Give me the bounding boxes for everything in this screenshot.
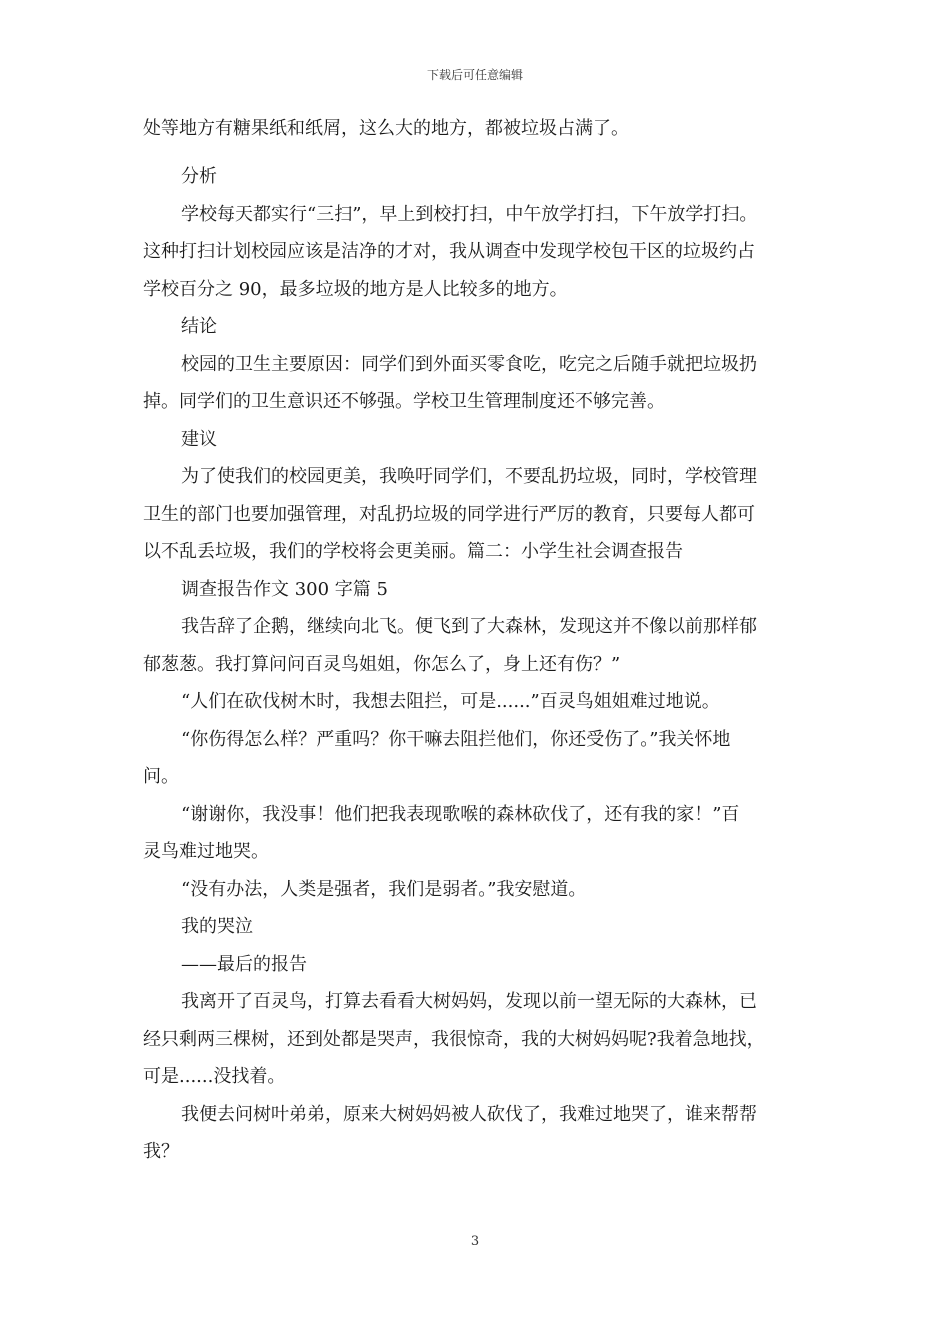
section-heading-conclusion: 结论 [181,316,217,337]
article-title: 调查报告作文 300 字篇 5 [181,579,388,600]
text-line: 我？ [143,1141,179,1162]
text-line: 我便去问树叶弟弟，原来大树妈妈被人砍伐了，我难过地哭了，谁来帮帮 [181,1104,757,1125]
text-line: 经只剩两三棵树，还到处都是哭声，我很惊奇，我的大树妈妈呢?我着急地找， [143,1029,765,1050]
text-line: “你伤得怎么样？严重吗？你干嘛去阻拦他们，你还受伤了。”我关怀地 [181,729,731,750]
text-line: 掉。同学们的卫生意识还不够强。学校卫生管理制度还不够完善。 [143,391,665,412]
text-line: 以不乱丢垃圾，我们的学校将会更美丽。篇二：小学生社会调查报告 [143,541,683,562]
text-line: 校园的卫生主要原因：同学们到外面买零食吃，吃完之后随手就把垃圾扔 [181,354,757,375]
section-heading-suggestion: 建议 [181,429,217,450]
text-line: 学校每天都实行“三扫”，早上到校打扫，中午放学打扫，下午放学打扫。 [181,204,758,225]
section-heading-analysis: 分析 [181,166,217,187]
text-line: “没有办法，人类是强者，我们是弱者。”我安慰道。 [181,879,587,900]
page-number: 3 [470,1234,480,1249]
text-line: 我告辞了企鹅，继续向北飞。便飞到了大森林，发现这并不像以前那样郁 [181,616,757,637]
text-line: “人们在砍伐树木时，我想去阻拦，可是......”百灵鸟姐姐难过地说。 [181,691,720,712]
text-line: 处等地方有糖果纸和纸屑，这么大的地方，都被垃圾占满了。 [143,118,629,139]
text-line: 问。 [143,766,179,787]
text-line: 卫生的部门也要加强管理，对乱扔垃圾的同学进行严厉的教育，只要每人都可 [143,504,755,525]
page-header: 下载后可任意编辑 [426,68,523,82]
text-line: 郁葱葱。我打算问问百灵鸟姐姐，你怎么了，身上还有伤？” [143,654,621,675]
text-line: 为了使我们的校园更美，我唤吁同学们，不要乱扔垃圾，同时，学校管理 [181,466,757,487]
text-line: 这种打扫计划校园应该是洁净的才对，我从调查中发现学校包干区的垃圾约占 [143,241,755,262]
text-line: “谢谢你，我没事！他们把我表现歌喉的森林砍伐了，还有我的家！”百 [181,804,740,825]
section-heading-my-crying: 我的哭泣 [181,916,253,937]
text-line: 灵鸟难过地哭。 [143,841,269,862]
subtitle-final-report: ——最后的报告 [181,954,307,975]
text-line: 可是......没找着。 [143,1066,286,1087]
text-line: 我离开了百灵鸟，打算去看看大树妈妈，发现以前一望无际的大森林，已 [181,991,757,1012]
text-line: 学校百分之 90，最多垃圾的地方是人比较多的地方。 [143,279,568,300]
